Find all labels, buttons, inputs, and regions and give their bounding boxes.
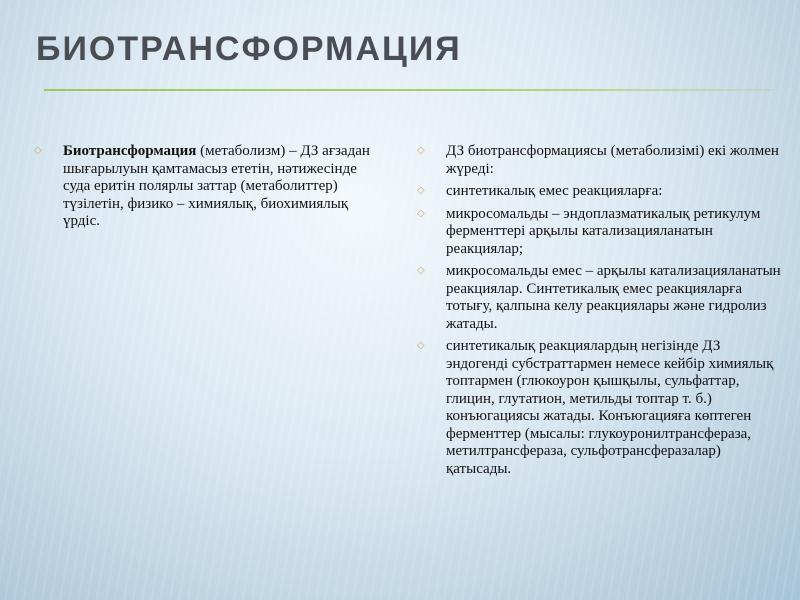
bullet-text: микросомальды – эндоплазматикалық ретикулум ферменттері арқылы катализацияланатын реакциялар;: [446, 205, 761, 257]
hollow-diamond-bullet-icon: ◇: [417, 340, 425, 351]
left-bullet-list: [30, 143, 375, 231]
bullet-text: ДЗ биотрансформациясы (метаболизімі) екі жолмен жүреді:: [446, 143, 779, 177]
hollow-diamond-bullet-icon: ◇: [417, 265, 425, 276]
term-bold: Биотрансформация: [63, 143, 197, 159]
right-column: [413, 143, 785, 483]
bullet-text: синтетикалық реакциялардың негізінде ДЗ эндогенді субстраттармен немесе кейбір химиялық топтармен (глюкоурон қышқылы, сульфаттар, глицин, глутатион, метильды топтар т. б.) конъюгациясы жатады. Конъюгацияға көптеген ферменттер (мысалы: глукоуронилтрансфераза, метилтрансфераза, сульфотрансферазалар) қатысады.: [446, 338, 774, 477]
hollow-diamond-bullet-icon: ◇: [417, 185, 425, 196]
bullet-item: [413, 183, 785, 201]
title-divider: [44, 89, 774, 91]
bullet-item: [30, 143, 375, 231]
hollow-diamond-bullet-icon: ◇: [417, 207, 425, 219]
bullet-item: [413, 143, 785, 178]
bullet-item: [413, 206, 785, 259]
right-bullet-list: [413, 143, 785, 478]
hollow-diamond-bullet-icon: ◇: [34, 145, 42, 156]
hollow-diamond-bullet-icon: ◇: [417, 145, 425, 156]
term-definition: (метаболизм) – ДЗ ағзадан шығарылуын қамтамасыз ететін, нәтижесінде суда еритін полярлы заттар (метаболиттер) түзілетін, физико – химиялық, биохимиялық үрдіс.: [63, 143, 370, 229]
bullet-item: [413, 338, 785, 478]
bullet-text: микросомальды емес – арқылы катализацияланатын реакциялар. Синтетикалық емес реакцияларға тотығу, қалпына келу реакциялары және гидролиз жатады.: [446, 263, 781, 332]
left-column: [30, 143, 375, 236]
bullet-text: синтетикалық емес реакцияларға:: [446, 183, 663, 199]
slide-title: БИОТРАНСФОРМАЦИЯ: [36, 30, 462, 68]
bullet-item: [413, 263, 785, 333]
